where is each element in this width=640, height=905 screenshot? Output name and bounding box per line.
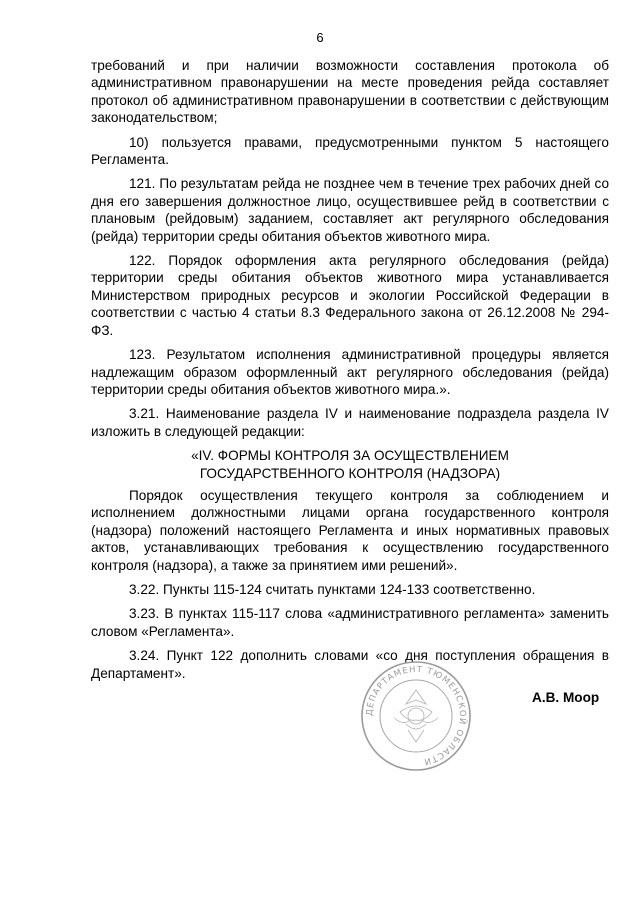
signature-name: А.В. Моор [532, 690, 600, 705]
paragraph: Порядок осуществления текущего контроля за соблюдением и исполнением должностными лицами органа государственного контроля (надзора) положений настоящего Регламента и иных нормативных правовых актов, устанавливающих требования к осуществлению государственного контроля (надзора), а также за принятием ими решений». [91, 487, 609, 573]
paragraph: 122. Порядок оформления акта регулярного обследования (рейда) территории среды обитания объектов животного мира устанавливается Министерством природных ресурсов и экологии Российской Федерации в соответствии с частью 4 статьи 8.3 Федерального закона от 26.12.2008 № 294-ФЗ. [91, 253, 609, 338]
paragraph: требований и при наличии возможности составления протокола об административном правонарушении на месте проведения рейда составляет протокол об административном правонарушении в соответствии с действующим законодательством; [91, 58, 609, 126]
page-number: 6 [316, 30, 324, 45]
section-heading-line: «IV. ФОРМЫ КОНТРОЛЯ ЗА ОСУЩЕСТВЛЕНИЕМ [191, 448, 509, 464]
paragraph: 3.24. Пункт 122 дополнить словами «со дня поступления обращения в Департамент». [91, 648, 609, 681]
paragraph: 10) пользуется правами, предусмотренными пунктом 5 настоящего Регламента. [91, 134, 609, 168]
section-heading-line: ГОСУДАРСТВЕННОГО КОНТРОЛЯ (НАДЗОРА) [199, 465, 501, 481]
paragraph: 123. Результатом исполнения административной процедуры является надлежащим образом оформленный акт регулярного обследования (рейда) территории среды обитания объектов животного мира.». [91, 347, 609, 397]
paragraph: 3.23. В пунктах 115-117 слова «административного регламента» заменить словом «Регламента». [91, 606, 609, 639]
paragraph: 3.21. Наименование раздела IV и наименование подраздела раздела IV изложить в следующей редакции: [91, 406, 609, 439]
document-body [91, 57, 609, 689]
official-seal-icon [360, 660, 472, 772]
seal-text: ДЕПАРТАМЕНТ ТЮМЕНСКОЙ ОБЛАСТИ [364, 664, 468, 767]
paragraph: 3.22. Пункты 115-124 считать пунктами 124-133 соответственно. [129, 581, 536, 597]
section-heading [91, 447, 609, 482]
paragraph: 121. По результатам рейда не позднее чем в течение трех рабочих дней со дня его завершения должностное лицо, осуществившее рейд в соответствии с плановым (рейдовым) заданием, составляет акт регулярного обследования (рейда) территории среды обитания объектов животного мира. [91, 176, 609, 244]
